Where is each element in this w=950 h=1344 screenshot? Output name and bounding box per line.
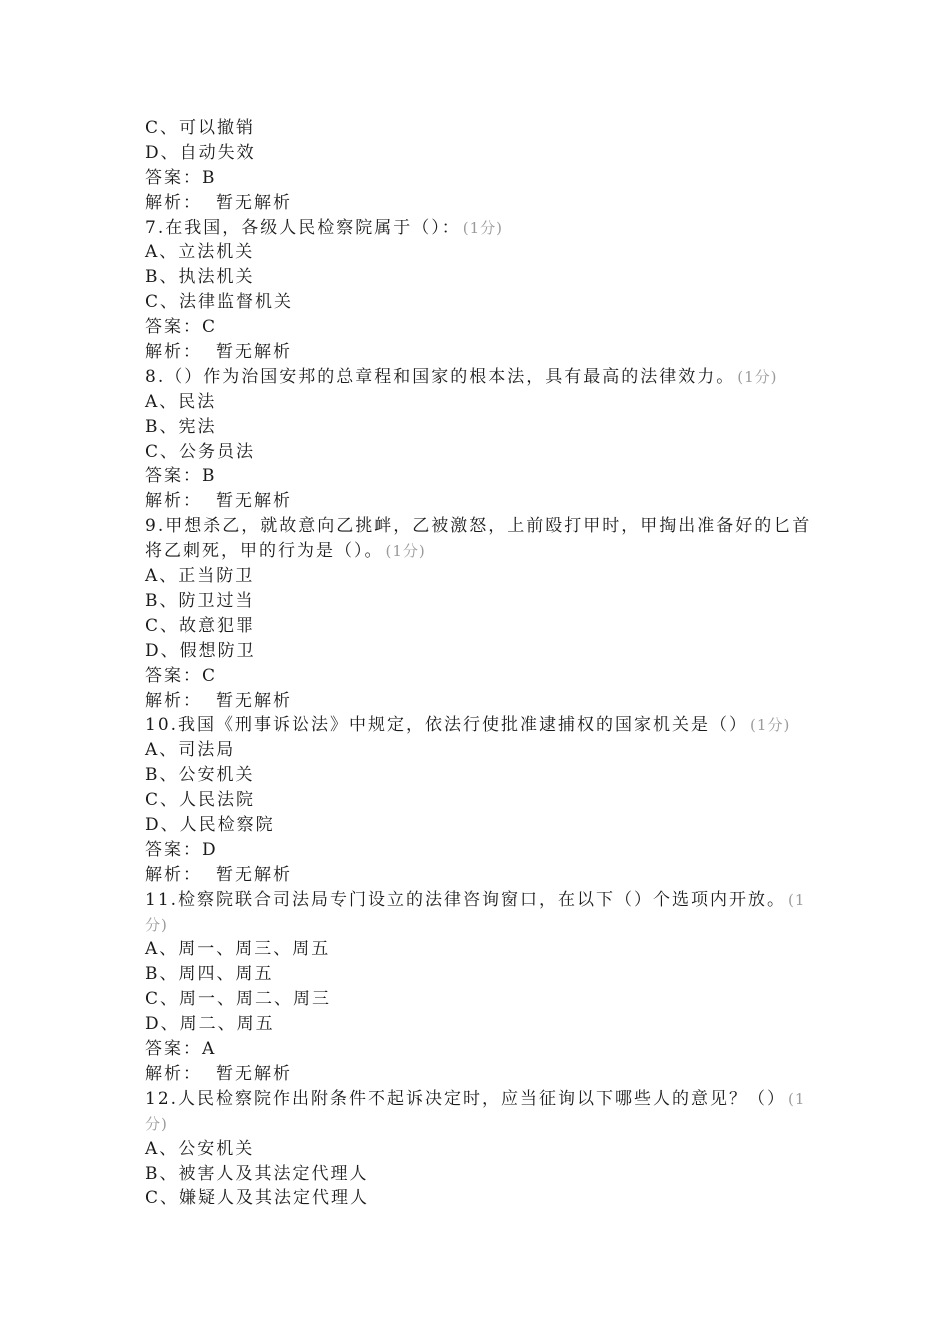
question-text: 10.我国《刑事诉讼法》中规定，依法行使批准逮捕权的国家机关是（） <box>145 715 749 736</box>
analysis-line <box>145 489 815 514</box>
option-line: C、故意犯罪 <box>145 615 256 636</box>
option-line: B、周四、周五 <box>145 964 274 985</box>
option-line: D、周二、周五 <box>145 1014 275 1035</box>
score-label: (1分) <box>145 890 806 934</box>
question-text: 9.甲想杀乙，就故意向乙挑衅，乙被激怒，上前殴打甲时，甲掏出准备好的匕首将乙刺死，甲的行为是（）。 <box>145 516 812 562</box>
option-line: B、执法机关 <box>145 267 255 288</box>
option-line: A、正当防卫 <box>145 566 255 587</box>
option-line: C、周一、周二、周三 <box>145 989 332 1010</box>
option-line: D、自动失效 <box>145 142 256 163</box>
analysis-line <box>145 863 815 888</box>
analysis-text: 暂无解析 <box>216 690 292 711</box>
answer-line: 答案：A <box>145 1039 217 1060</box>
option-line: C、法律监督机关 <box>145 292 294 313</box>
analysis-line <box>145 1062 815 1087</box>
document-page <box>145 116 815 1211</box>
analysis-label: 解析： <box>145 864 202 885</box>
option-line: D、假想防卫 <box>145 640 256 661</box>
question-text: 8.（）作为治国安邦的总章程和国家的根本法，具有最高的法律效力。 <box>145 366 736 387</box>
question-line <box>145 514 815 564</box>
analysis-text: 暂无解析 <box>216 192 292 213</box>
analysis-label: 解析： <box>145 1063 202 1084</box>
option-line: D、人民检察院 <box>145 814 275 835</box>
score-label: (1分) <box>385 542 426 561</box>
question-line <box>145 365 815 390</box>
question-line <box>145 1087 815 1137</box>
answer-line: 答案：B <box>145 466 217 487</box>
analysis-line <box>145 191 815 216</box>
question-line <box>145 888 815 938</box>
answer-line: 答案：C <box>145 317 218 338</box>
question-line <box>145 216 815 241</box>
answer-line: 答案：D <box>145 839 218 860</box>
answer-line: 答案：C <box>145 665 218 686</box>
question-text: 12.人民检察院作出附条件不起诉决定时，应当征询以下哪些人的意见？（） <box>145 1088 787 1109</box>
score-label: (1分) <box>145 1089 806 1133</box>
score-label: (1分) <box>737 367 778 386</box>
option-line: A、周一、周三、周五 <box>145 939 331 960</box>
option-line: A、公安机关 <box>145 1138 255 1159</box>
analysis-label: 解析： <box>145 491 202 512</box>
question-text: 11.检察院联合司法局专门设立的法律咨询窗口，在以下（）个选项内开放。 <box>145 889 787 910</box>
analysis-line <box>145 689 815 714</box>
option-line: C、嫌疑人及其法定代理人 <box>145 1188 370 1209</box>
analysis-text: 暂无解析 <box>216 342 292 363</box>
option-line: B、被害人及其法定代理人 <box>145 1163 369 1184</box>
option-line: C、人民法院 <box>145 790 256 811</box>
option-line: C、公务员法 <box>145 441 256 462</box>
analysis-label: 解析： <box>145 690 202 711</box>
option-line: A、司法局 <box>145 740 236 761</box>
option-line: B、防卫过当 <box>145 590 255 611</box>
analysis-label: 解析： <box>145 342 202 363</box>
score-label: (1分) <box>750 716 791 735</box>
option-line: A、立法机关 <box>145 242 255 263</box>
question-text: 7.在我国，各级人民检察院属于（）： <box>145 217 461 238</box>
option-line: B、宪法 <box>145 416 217 437</box>
analysis-line <box>145 340 815 365</box>
analysis-text: 暂无解析 <box>216 864 292 885</box>
option-line: B、公安机关 <box>145 765 255 786</box>
analysis-text: 暂无解析 <box>216 491 292 512</box>
score-label: (1分) <box>462 218 503 237</box>
analysis-text: 暂无解析 <box>216 1063 292 1084</box>
option-line: A、民法 <box>145 391 217 412</box>
question-line <box>145 713 815 738</box>
analysis-label: 解析： <box>145 192 202 213</box>
option-line: C、可以撤销 <box>145 118 256 138</box>
answer-line: 答案：B <box>145 167 217 188</box>
